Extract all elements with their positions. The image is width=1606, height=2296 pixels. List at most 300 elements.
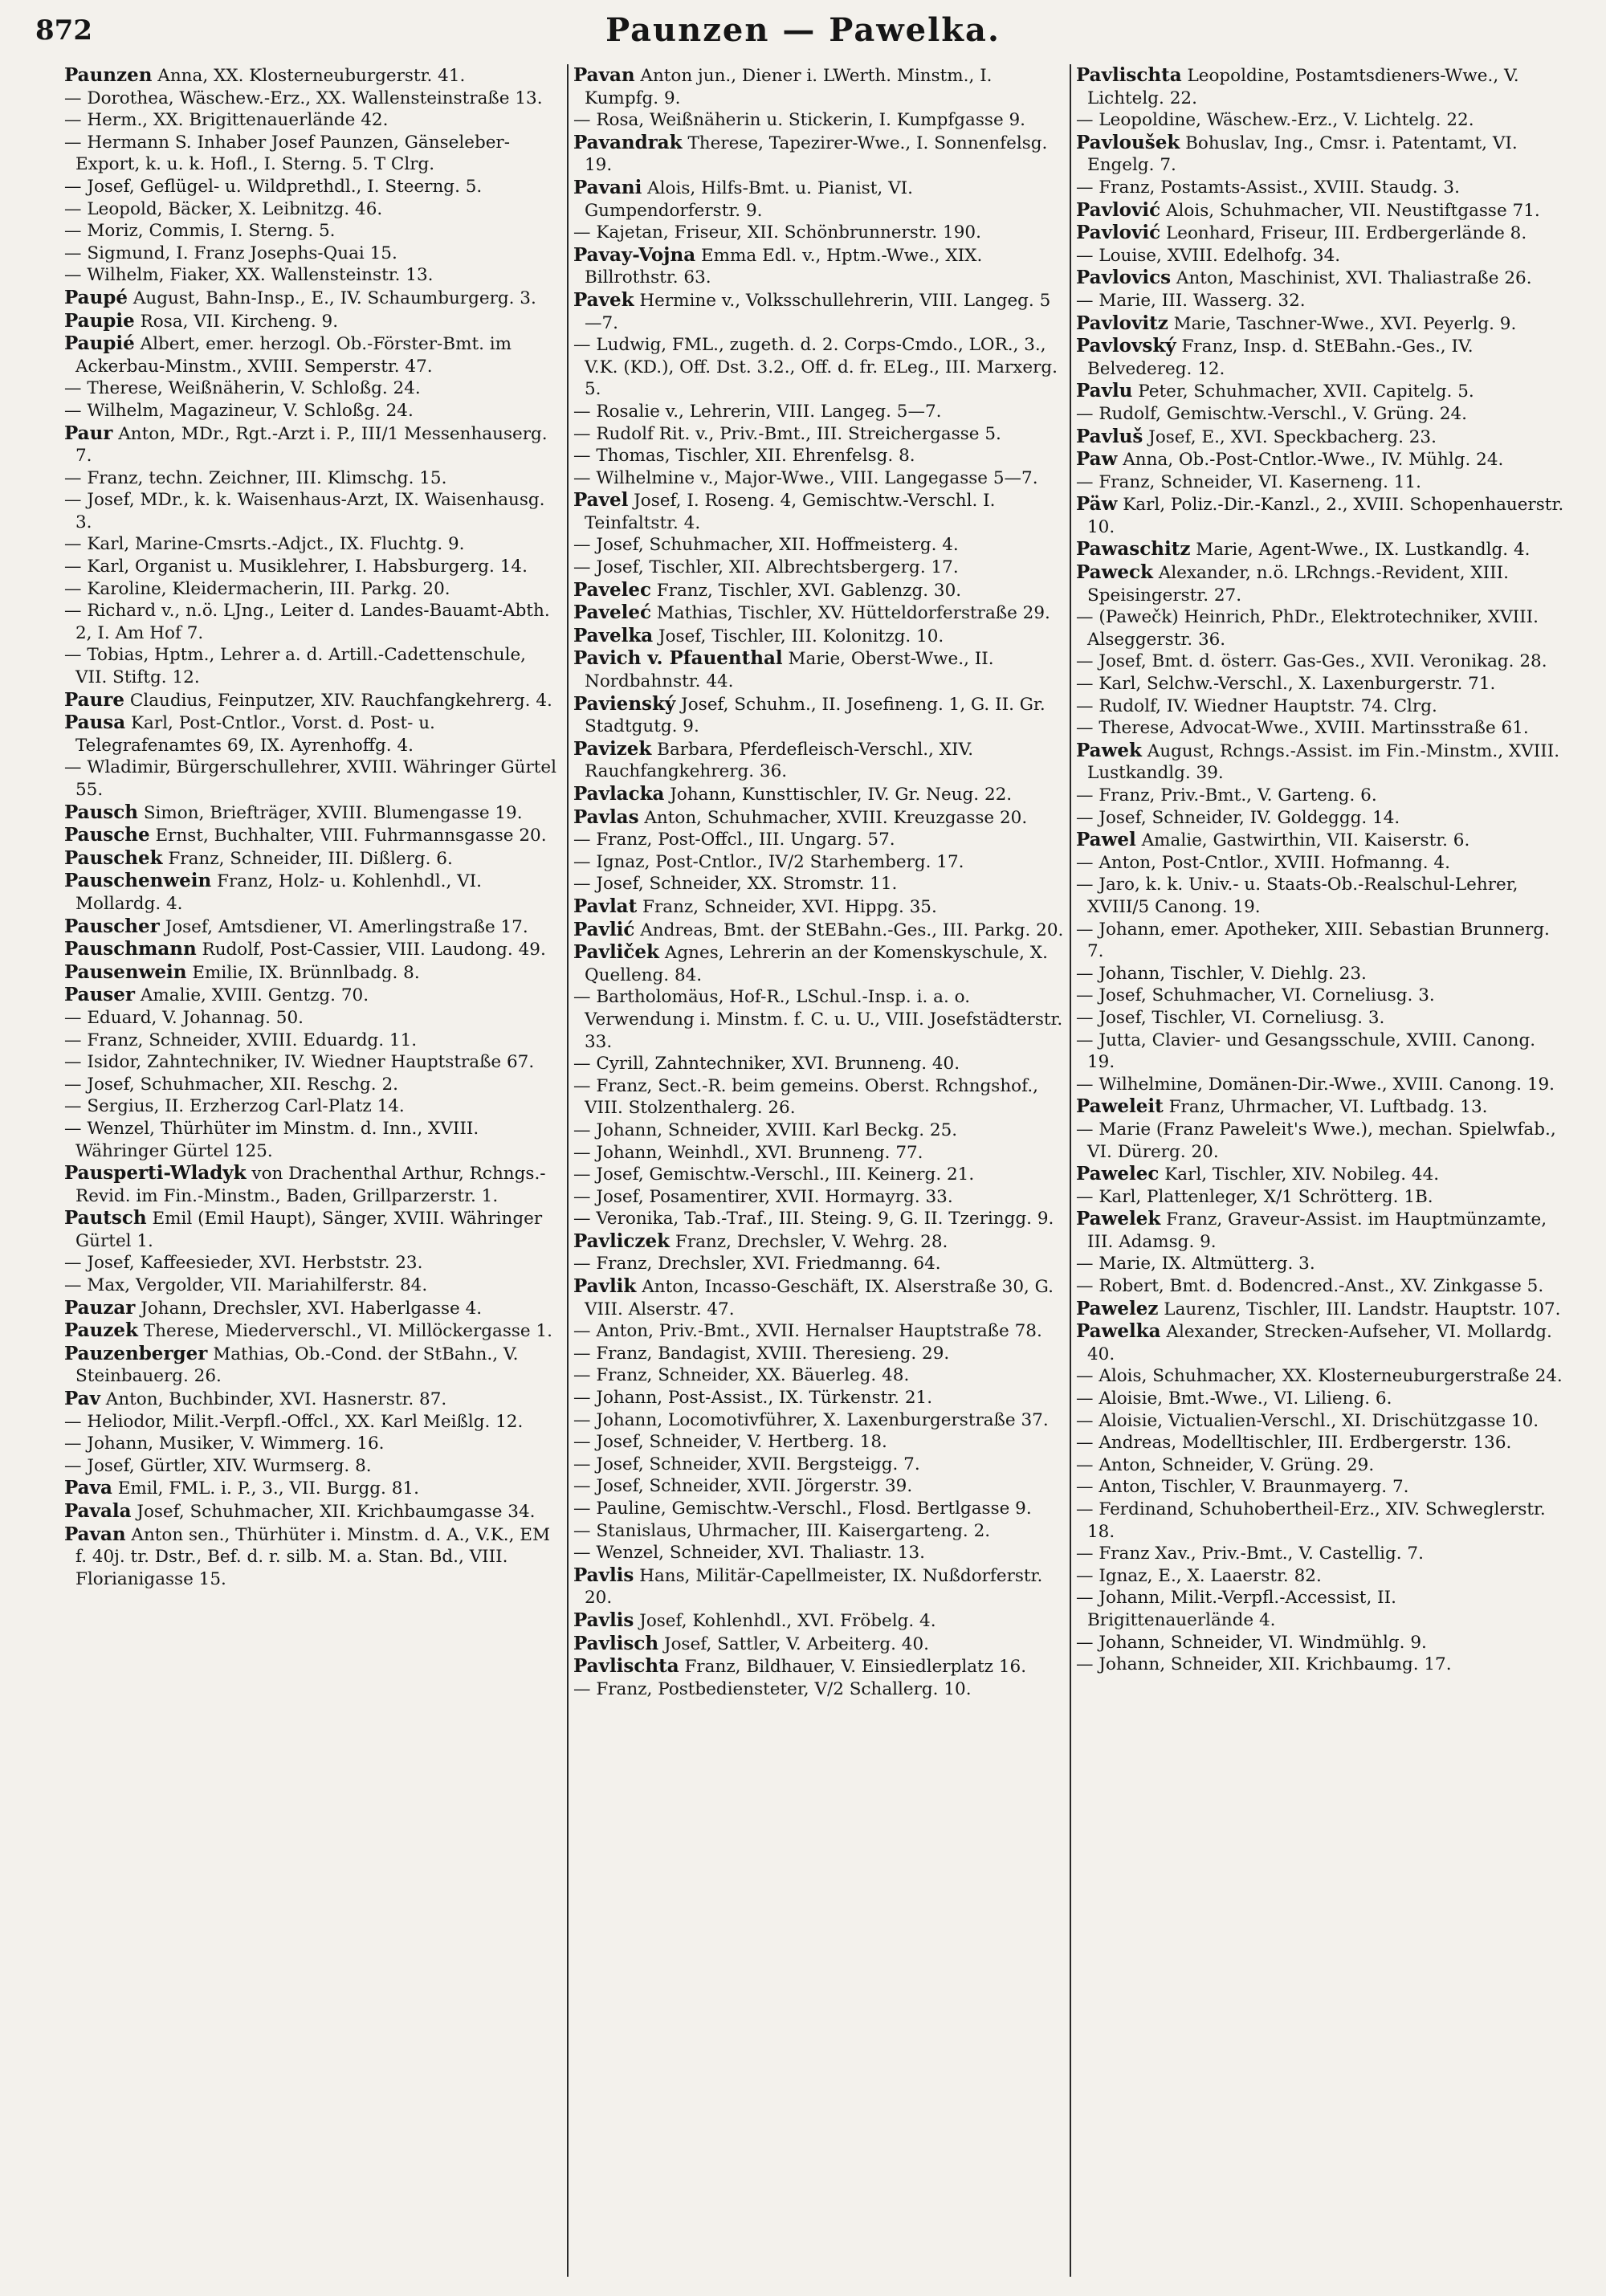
entry-details: Mathias, Tischler, XV. Hütteldorferstraße 29. (650, 603, 1050, 624)
entry-details: Amalie, XVIII. Gentzg. 70. (135, 985, 369, 1006)
directory-entry (573, 941, 1065, 986)
entry-details: — Johann, Musiker, V. Wimmerg. 16. (64, 1433, 385, 1454)
directory-entry (1076, 740, 1567, 785)
entry-details: — Wilhelm, Fiaker, XX. Wallensteinstr. 13. (64, 265, 434, 286)
directory-entry (1076, 1587, 1567, 1631)
entry-details: Franz, Insp. d. StEBahn.-Ges., IV. Belvedereg. 12. (1087, 336, 1479, 379)
entry-details: Franz, Schneider, III. Dißlerg. 6. (162, 848, 453, 869)
directory-entry (1076, 493, 1570, 538)
entry-details: — Anton, Schneider, V. Grüng. 29. (1076, 1454, 1375, 1475)
entry-details: Anton, MDr., Rgt.-Arzt i. P., III/1 Messenhauserg. 7. (75, 423, 553, 467)
entry-surname: Pava (64, 1477, 112, 1499)
directory-entry (64, 847, 562, 871)
entry-details: Mathias, Ob.-Cond. der StBahn., V. Steinbauerg. 26. (75, 1344, 524, 1387)
directory-entry (1076, 1654, 1567, 1676)
entry-details: Barbara, Pferdefleisch-Verschl., XIV. Rauchfangkehrerg. 36. (585, 739, 979, 782)
entry-details: — Therese, Advocat-Wwe., XVIII. Martinsstraße 61. (1076, 718, 1529, 739)
entry-details: — Josef, Kaffeesieder, XVI. Herbststr. 23. (64, 1253, 423, 1274)
entry-surname: Pavala (64, 1500, 132, 1522)
entry-details: — Cyrill, Zahntechniker, XVI. Brunneng. 40. (573, 1054, 960, 1075)
directory-entry (573, 177, 1065, 222)
directory-entry (64, 1095, 562, 1118)
column-1 (64, 64, 567, 2277)
directory-entry (1076, 448, 1567, 471)
entry-surname: Paure (64, 688, 125, 711)
entry-details: — Johann, Milit.-Verpfl.-Accessist, II. Brigittenauerlände 4. (1076, 1588, 1402, 1630)
entry-details: Franz, Bildhauer, V. Einsiedlerplatz 16. (679, 1657, 1027, 1678)
directory-entry (64, 916, 562, 939)
directory-entry (1076, 695, 1567, 718)
entry-details: — Eduard, V. Johannag. 50. (64, 1007, 304, 1028)
entry-details: — Franz, techn. Zeichner, III. Klimschg. 15. (64, 467, 447, 488)
directory-entry (1076, 1074, 1567, 1096)
entry-details: — Johann, Schneider, XVIII. Karl Beckg. 25. (573, 1119, 958, 1140)
directory-entry (64, 264, 562, 287)
entry-details: — Josef, Schneider, V. Hertberg. 18. (573, 1432, 887, 1453)
entry-details: Josef, Amtsdiener, VI. Amerlingstraße 17. (159, 916, 528, 937)
directory-entry (64, 712, 562, 756)
entry-surname: Pavlischta (573, 1655, 679, 1678)
directory-entry (64, 870, 562, 915)
directory-entry (573, 579, 1065, 602)
entry-surname: Pavlik (573, 1275, 637, 1298)
directory-entry (573, 1275, 1065, 1320)
entry-details: — Josef, Schuhmacher, VI. Corneliusg. 3. (1076, 985, 1435, 1006)
column-3 (1070, 64, 1572, 2277)
entry-details: — Leopoldine, Wäschew.-Erz., V. Lichtelg. 22. (1076, 110, 1474, 131)
entry-details: Leopoldine, Postamtsdieners-Wwe., V. Lichtelg. 22. (1087, 66, 1525, 108)
directory-entry (1076, 1365, 1567, 1388)
entry-details: — Josef, Schneider, XVII. Jörgerstr. 39. (573, 1476, 913, 1497)
entry-details: Anton, Incasso-Geschäft, IX. Alserstraße 30, G. VIII. Alserstr. 47. (585, 1277, 1059, 1319)
directory-entry (1076, 1298, 1567, 1321)
directory-entry (573, 1520, 1065, 1543)
entry-details: — Hermann S. Inhaber Josef Paunzen, Gänseleber-Export, k. u. k. Hofl., I. Sterng. 5. T Clrg. (64, 132, 510, 175)
entry-surname: Paweck (1076, 561, 1153, 584)
entry-details: Ernst, Buchhalter, VIII. Fuhrmannsgasse 20. (149, 826, 547, 846)
entry-surname: Pavlat (573, 895, 638, 917)
directory-entry (64, 824, 562, 847)
directory-entry (573, 289, 1065, 334)
entry-surname: Pavich v. Pfauenthal (573, 647, 783, 670)
entry-details: — Dorothea, Wäschew.-Erz., XX. Wallensteinstraße 13. (64, 88, 543, 108)
entry-details: Josef, Tischler, III. Kolonitzg. 10. (653, 626, 944, 646)
directory-entry (573, 1475, 1065, 1498)
directory-entry (573, 1053, 1065, 1075)
entry-surname: Pavel (573, 489, 629, 512)
entry-details: — Sigmund, I. Franz Josephs-Quai 15. (64, 243, 397, 263)
entry-details: — Josef, Tischler, VI. Corneliusg. 3. (1076, 1007, 1385, 1028)
directory-entry (64, 1433, 562, 1455)
entry-details: — Ignaz, Post-Cntlor., IV/2 Starhemberg. 17. (573, 851, 964, 872)
directory-entry (573, 1542, 1065, 1564)
directory-entry (64, 1074, 562, 1096)
page-header (31, 5, 1575, 53)
directory-entry (64, 1252, 562, 1274)
directory-entry (573, 1431, 1065, 1454)
entry-details: — Anton, Priv.-Bmt., XVII. Hernalser Hauptstraße 78. (573, 1321, 1042, 1342)
entry-surname: Pawel (1076, 829, 1136, 851)
entry-details: Hans, Militär-Capellmeister, IX. Nußdorferstr. 20. (585, 1565, 1049, 1609)
entry-details: — Pauline, Gemischtw.-Verschl., Flosd. Bertlgasse 9. (573, 1499, 1032, 1519)
entry-details: Alexander, n.ö. LRchngs.-Revident, XIII. Speisingerstr. 27. (1087, 563, 1514, 606)
entry-surname: Pauser (64, 984, 136, 1006)
entry-surname: Pavan (64, 1523, 126, 1545)
directory-entry (64, 377, 562, 400)
directory-entry (64, 1051, 562, 1074)
directory-entry (573, 1609, 1065, 1633)
directory-entry (573, 986, 1069, 1053)
entry-surname: Pavlović (1076, 198, 1161, 221)
directory-entry (64, 1207, 562, 1252)
directory-entry (573, 1364, 1065, 1387)
directory-entry (1076, 606, 1567, 650)
entry-details: — Aloisie, Bmt.-Wwe., VI. Lilieng. 6. (1076, 1389, 1392, 1409)
entry-details: — Tobias, Hptm., Lehrer a. d. Artill.-Cadettenschule, VII. Stiftg. 12. (64, 645, 532, 688)
entry-surname: Pausenwein (64, 960, 187, 983)
directory-entry (64, 310, 562, 333)
directory-entry (64, 88, 562, 110)
entry-surname: Pavandrak (573, 131, 683, 153)
directory-entry (573, 1075, 1065, 1119)
entry-details: Emilie, IX. Brünnlbadg. 8. (186, 962, 420, 983)
entry-details: Emil, FML. i. P., 3., VII. Burgg. 81. (112, 1478, 419, 1499)
entry-details: — Franz, Schneider, XX. Bäuerleg. 48. (573, 1365, 910, 1386)
directory-entry (64, 1411, 562, 1433)
entry-surname: Pauzar (64, 1296, 136, 1319)
directory-entry (573, 738, 1065, 783)
directory-entry (64, 1388, 562, 1411)
entry-details: Marie, Agent-Wwe., IX. Lustkandlg. 4. (1190, 540, 1531, 561)
entry-details: — Ludwig, FML., zugeth. d. 2. Corps-Cmdo., LOR., 3., V.K. (KD.), Off. Dst. 3.2., Off. d. fr. ELeg., III. Marxerg. 5. (573, 335, 1063, 400)
directory-entry (1076, 426, 1567, 449)
entry-details: Johann, Kunsttischler, IV. Gr. Neug. 22. (664, 785, 1013, 805)
directory-entry (64, 176, 562, 198)
directory-entry (573, 895, 1065, 919)
entry-details: — Franz, Post-Offcl., III. Ungarg. 57. (573, 830, 895, 850)
entry-details: Emma Edl. v., Hptm.-Wwe., XIX. Billrothstr. 63. (585, 245, 988, 288)
entry-details: — Jaro, k. k. Univ.- u. Staats-Ob.-Realschul-Lehrer, XVIII/5 Canong. 19. (1076, 875, 1524, 917)
entry-surname: Pausa (64, 712, 126, 734)
entry-details: — Wilhelmine v., Major-Wwe., VIII. Langegasse 5—7. (573, 467, 1038, 488)
directory-entry (64, 1297, 562, 1320)
directory-entry (1076, 1119, 1567, 1163)
directory-entry (64, 533, 562, 556)
entry-details: — Josef, Gemischtw.-Verschl., III. Keinerg. 21. (573, 1164, 975, 1185)
entry-surname: Paunzen (64, 64, 153, 86)
entry-surname: Pautsch (64, 1207, 147, 1230)
entry-details: Anton, Buchbinder, XVI. Hasnerstr. 87. (100, 1389, 447, 1410)
entry-details: — Max, Vergolder, VII. Mariahilferstr. 84. (64, 1275, 428, 1296)
entry-details: — Franz, Postbediensteter, V/2 Schallerg. 10. (573, 1678, 972, 1699)
entry-surname: Pauschmann (64, 938, 197, 960)
directory-entry (573, 1387, 1065, 1409)
entry-surname: Paupé (64, 286, 128, 308)
entry-surname: Pavizek (573, 737, 652, 760)
entry-details: — Ferdinand, Schuhobertheil-Erz., XIV. Schweglerstr. 18. (1076, 1499, 1551, 1542)
directory-entry (573, 851, 1065, 874)
directory-entry (573, 1498, 1065, 1520)
entry-details: Leonhard, Friseur, III. Erdbergerlände 8. (1160, 223, 1527, 244)
entry-details: — Josef, Tischler, XII. Albrechtsbergerg. 17. (573, 557, 959, 578)
directory-entry (1076, 919, 1567, 963)
directory-entry (64, 1319, 562, 1343)
entry-surname: Pavliček (573, 941, 659, 964)
entry-details: — Franz, Postamts-Assist., XVIII. Staudg. 3. (1076, 177, 1460, 198)
entry-details: Josef, E., XVI. Speckbacherg. 23. (1143, 426, 1437, 447)
entry-details: Franz, Graveur-Assist. im Hauptmünzamte, III. Adamsg. 9. (1087, 1209, 1552, 1252)
directory-entry (573, 1343, 1065, 1365)
entry-details: — Franz, Priv.-Bmt., V. Garteng. 6. (1076, 785, 1377, 805)
entry-details: — Kajetan, Friseur, XII. Schönbrunnerstr. 190. (573, 222, 981, 243)
entry-details: — Franz, Schneider, XVIII. Eduardg. 11. (64, 1030, 418, 1050)
entry-details: Franz, Schneider, XVI. Hippg. 35. (637, 896, 937, 917)
directory-entry (1076, 1007, 1567, 1030)
directory-entry (1076, 1543, 1567, 1565)
entry-surname: Pav (64, 1388, 100, 1410)
directory-entry (1076, 380, 1567, 403)
entry-details: Anton, Maschinist, XVI. Thaliastraße 26. (1171, 268, 1532, 289)
directory-entry (1076, 1208, 1567, 1253)
entry-details: — Robert, Bmt. d. Bodencred.-Anst., XV. Zinkgasse 5. (1076, 1276, 1544, 1297)
directory-entry (573, 222, 1065, 244)
directory-entry (573, 829, 1065, 851)
directory-entry (1076, 650, 1567, 673)
entry-details: — Moriz, Commis, I. Sterng. 5. (64, 221, 336, 242)
entry-surname: Pavlu (1076, 380, 1133, 402)
entry-details: — Marie, III. Wasserg. 32. (1076, 290, 1306, 311)
directory-entry (64, 109, 562, 132)
entry-details: — Karl, Selchw.-Verschl., X. Laxenburgerstr. 71. (1076, 674, 1496, 695)
directory-entry (1076, 1454, 1567, 1477)
entry-surname: Pavliczek (573, 1230, 671, 1252)
entry-details: Agnes, Lehrerin an der Komenskyschule, X. Quelleng. 84. (585, 943, 1054, 985)
directory-entry (573, 625, 1065, 648)
entry-details: — Wladimir, Bürgerschullehrer, XVIII. Währinger Gürtel 55. (64, 757, 562, 800)
entry-details: Alois, Schuhmacher, VII. Neustiftgasse 71. (1160, 200, 1540, 221)
entry-surname: Paweleit (1076, 1095, 1164, 1118)
entry-details: — Josef, Schuhmacher, XII. Hoffmeisterg. 4. (573, 535, 959, 556)
directory-entry (573, 109, 1065, 132)
directory-entry (64, 287, 562, 310)
entry-surname: Pavlovics (1076, 267, 1172, 289)
entry-surname: Paveleć (573, 602, 651, 624)
entry-details: Anton sen., Thürhüter i. Minstm. d. A., V.K., EM f. 40j. tr. Dstr., Bef. d. r. silb. M. a. Stan. Bd., VIII. Florianigasse 15. (75, 1524, 556, 1589)
directory-entry (64, 1162, 562, 1207)
entry-details: — Herm., XX. Brigittenauerlände 42. (64, 110, 389, 131)
entry-surname: Pavlis (573, 1564, 634, 1586)
directory-entry (573, 334, 1065, 401)
entry-details: — Andreas, Modelltischler, III. Erdbergerstr. 136. (1076, 1433, 1512, 1454)
entry-details: Hermine v., Volksschullehrerin, VIII. Langeg. 5—7. (585, 290, 1051, 333)
entry-details: Josef, Kohlenhdl., XVI. Fröbelg. 4. (634, 1610, 936, 1631)
directory-entry (1076, 1163, 1567, 1186)
directory-entry (64, 801, 562, 825)
entry-details: August, Bahn-Insp., E., IV. Schaumburgerg. 3. (128, 288, 536, 308)
directory-entry (573, 489, 1065, 534)
entry-surname: Pavienský (573, 692, 676, 715)
directory-entry (1076, 717, 1567, 740)
entry-surname: Pauschenwein (64, 870, 212, 892)
directory-entry (64, 64, 562, 88)
directory-entry (573, 401, 1065, 423)
entry-details: — Josef, Geflügel- u. Wildprethdl., I. Steerng. 5. (64, 176, 483, 197)
entry-surname: Pavay-Vojna (573, 243, 696, 266)
entry-surname: Pawelec (1076, 1163, 1160, 1185)
directory-entry (64, 578, 562, 601)
directory-entry (64, 600, 562, 644)
entry-details: Anna, Ob.-Post-Cntlor.-Wwe., IV. Mühlg. 24. (1117, 450, 1504, 471)
entry-details: — Thomas, Tischler, XII. Ehrenfelsg. 8. (573, 446, 915, 467)
entry-details: — Josef, Schneider, IV. Goldeggg. 14. (1076, 807, 1400, 828)
directory-entry (573, 557, 1065, 579)
entry-surname: Paur (64, 422, 113, 444)
entry-details: — Rudolf, Gemischtw.-Verschl., V. Grüng. 24. (1076, 403, 1467, 424)
entry-details: Johann, Drechsler, XVI. Haberlgasse 4. (135, 1298, 483, 1319)
directory-entry (573, 534, 1065, 557)
directory-entry (64, 938, 562, 961)
entry-details: — Wilhelmine, Domänen-Dir.-Wwe., XVIII. Canong. 19. (1076, 1074, 1555, 1095)
entry-surname: Pawaschitz (1076, 538, 1191, 561)
entry-details: — Karl, Marine-Cmsrts.-Adjct., IX. Fluchtg. 9. (64, 534, 465, 555)
entry-details: — Marie (Franz Paweleit's Wwe.), mechan. Spielwfab., VI. Dürerg. 20. (1076, 1119, 1562, 1162)
entry-surname: Pavlisch (573, 1632, 659, 1654)
directory-entry (573, 1409, 1065, 1432)
entry-details: — Rudolf, IV. Wiedner Hauptstr. 74. Clrg. (1076, 695, 1437, 716)
entry-details: — Franz, Drechsler, XVI. Friedmanng. 64. (573, 1254, 941, 1274)
entry-details: Alexander, Strecken-Aufseher, VI. Mollardg. 40. (1087, 1322, 1558, 1364)
column-2 (567, 64, 1070, 2277)
running-head: Paunzen — Pawelka. (605, 11, 1001, 49)
directory-entry (573, 1186, 1065, 1209)
directory-entry (573, 1454, 1065, 1476)
entry-details: — Johann, Weinhdl., XVI. Brunneng. 77. (573, 1142, 923, 1163)
entry-details: — Ignaz, E., X. Laaerstr. 82. (1076, 1565, 1322, 1586)
entry-details: Rosa, VII. Kircheng. 9. (134, 311, 339, 332)
entry-surname: Pavlovský (1076, 335, 1176, 357)
entry-details: Josef, Sattler, V. Arbeiterg. 40. (658, 1633, 930, 1654)
entry-details: — Alois, Schuhmacher, XX. Klosterneuburgerstraße 24. (1076, 1366, 1563, 1387)
entry-details: — Aloisie, Victualien-Verschl., XI. Drischützgasse 10. (1076, 1410, 1539, 1431)
directory-entry (573, 806, 1065, 830)
directory-entry (573, 132, 1065, 177)
directory-entry (1076, 132, 1567, 177)
directory-entry (1076, 290, 1567, 312)
entry-details: Franz, Holz- u. Kohlenhdl., VI. Mollardg. 4. (75, 871, 487, 914)
entry-details: Laurenz, Tischler, III. Landstr. Hauptstr. 107. (1158, 1299, 1561, 1319)
entry-details: — Veronika, Tab.-Traf., III. Steing. 9, G. II. Tzeringg. 9. (573, 1209, 1054, 1230)
directory-entry (1076, 1410, 1567, 1433)
entry-details: — Franz, Schneider, VI. Kaserneng. 11. (1076, 471, 1421, 492)
directory-entry (1076, 199, 1567, 222)
entry-details: — Rosalie v., Lehrerin, VIII. Langeg. 5—7. (573, 401, 942, 422)
entry-details: — Johann, emer. Apotheker, XIII. Sebastian Brunnerg. 7. (1076, 919, 1555, 962)
entry-details: — Karl, Organist u. Musiklehrer, I. Habsburgerg. 14. (64, 557, 528, 577)
directory-entry (1076, 1030, 1567, 1074)
directory-entry (1076, 852, 1567, 875)
entry-details: — Louise, XVIII. Edelhofg. 34. (1076, 245, 1341, 266)
directory-entry (1076, 109, 1567, 132)
entry-details: — Josef, Gürtler, XIV. Wurmserg. 8. (64, 1455, 372, 1476)
entry-details: Josef, Schuhm., II. Josefineng. 1, G. II. Gr. Stadtgutg. 9. (585, 694, 1051, 737)
directory-entry (1076, 177, 1567, 199)
directory-entry (573, 423, 1065, 446)
directory-entry (1076, 403, 1567, 426)
directory-entry (64, 400, 562, 422)
directory-entry (573, 919, 1065, 942)
entry-surname: Pavan (573, 64, 635, 86)
entry-details: — Marie, IX. Altmütterg. 3. (1076, 1254, 1315, 1274)
entry-details: — Karl, Plattenleger, X/1 Schrötterg. 1B. (1076, 1186, 1433, 1207)
directory-entry (573, 1142, 1065, 1164)
directory-entry (1076, 561, 1567, 606)
directory-entry (64, 1274, 562, 1297)
entry-details: — Franz, Sect.-R. beim gemeins. Oberst. Rchngshof., VIII. Stolzenthalerg. 26. (573, 1075, 1044, 1119)
directory-entry (64, 1007, 562, 1030)
entry-details: — Wenzel, Thürhüter im Minstm. d. Inn., XVIII. Währinger Gürtel 125. (64, 1118, 485, 1161)
entry-details: — Johann, Locomotivführer, X. Laxenburgerstraße 37. (573, 1409, 1049, 1430)
entry-details: Amalie, Gastwirthin, VII. Kaiserstr. 6. (1135, 830, 1470, 851)
directory-entry (1076, 335, 1567, 380)
directory-entry (1076, 222, 1567, 245)
entry-details: Emil (Emil Haupt), Sänger, XVIII. Währinger Gürtel 1. (75, 1209, 548, 1251)
entry-details: Alois, Hilfs-Bmt. u. Pianist, VI. Gumpendorferstr. 9. (585, 177, 919, 221)
entry-details: Josef, I. Roseng. 4, Gemischtw.-Verschl. I. Teinfaltstr. 4. (585, 491, 1001, 533)
entry-details: Therese, Miederverschl., VI. Millöckergasse 1. (137, 1321, 553, 1342)
directory-entry (573, 445, 1065, 467)
entry-details: Peter, Schuhmacher, XVII. Capitelg. 5. (1132, 381, 1474, 402)
directory-entry (1076, 673, 1567, 695)
entry-details: — Josef, Bmt. d. österr. Gas-Ges., XVII. Veronikag. 28. (1076, 651, 1547, 672)
entry-details: Bohuslav, Ing., Cmsr. i. Patentamt, VI. Engelg. 7. (1087, 133, 1523, 176)
directory-entry (64, 1343, 562, 1388)
directory-entry (1076, 829, 1567, 852)
entry-details: — Josef, Posamentirer, XVII. Hormayrg. 33. (573, 1186, 953, 1207)
directory-entry (573, 64, 1065, 109)
entry-details: — Rudolf Rit. v., Priv.-Bmt., III. Streichergasse 5. (573, 423, 1001, 444)
directory-entry (573, 1564, 1065, 1609)
entry-details: — Josef, Schneider, XX. Stromstr. 11. (573, 874, 898, 895)
entry-details: Anna, XX. Klosterneuburgerstr. 41. (152, 66, 466, 86)
directory-entry (573, 873, 1065, 895)
entry-surname: Pavloušek (1076, 131, 1180, 153)
directory-entry (573, 467, 1065, 490)
directory-entry (573, 1253, 1065, 1275)
directory-entry (64, 198, 562, 221)
entry-details: — Rosa, Weißnäherin u. Stickerin, I. Kumpfgasse 9. (573, 110, 1026, 131)
entry-details: Marie, Taschner-Wwe., XVI. Peyerlg. 9. (1168, 313, 1517, 334)
directory-entry (573, 783, 1065, 806)
directory-entry (573, 1633, 1065, 1656)
entry-details: Anton, Schuhmacher, XVIII. Kreuzgasse 20. (638, 807, 1028, 828)
entry-details: Anton jun., Diener i. LWerth. Minstm., I. Kumpfg. 9. (585, 66, 998, 108)
entry-details: Simon, Briefträger, XVIII. Blumengasse 19. (137, 802, 523, 823)
directory-entry (1076, 471, 1567, 494)
entry-surname: Paupié (64, 332, 135, 355)
entry-details: — Richard v., n.ö. LJng., Leiter d. Landes-Bauamt-Abth. 2, I. Am Hof 7. (64, 601, 556, 643)
directory-entry (64, 489, 562, 533)
entry-surname: Pavani (573, 176, 642, 198)
entry-surname: Pausche (64, 824, 150, 846)
directory-entry (573, 647, 1065, 692)
directory-entry (1076, 1432, 1567, 1454)
entry-details: — Anton, Tischler, V. Braunmayerg. 7. (1076, 1477, 1409, 1498)
directory-entry (64, 644, 562, 688)
entry-surname: Pauschek (64, 846, 163, 869)
entry-surname: Pauzek (64, 1319, 138, 1342)
entry-surname: Pavelec (573, 578, 651, 601)
directory-entry (1076, 1320, 1567, 1365)
